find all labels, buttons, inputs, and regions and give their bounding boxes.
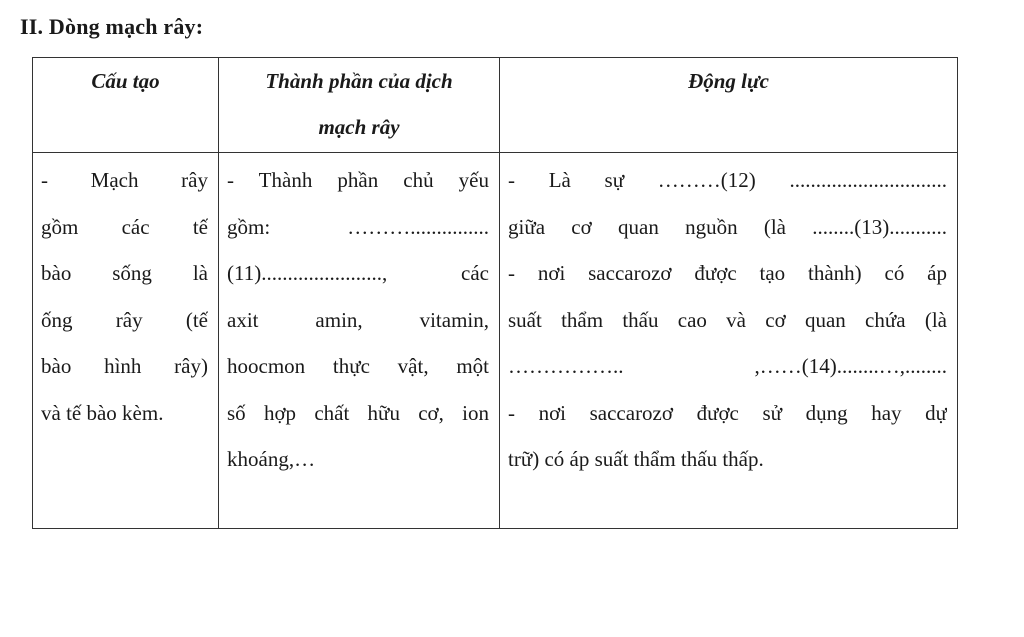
header-structure <box>33 58 219 153</box>
header-composition-line-2: mạch rây <box>318 115 400 139</box>
text-line: - nơi saccarozơ được tạo thành) có áp <box>508 261 947 285</box>
text-line: gồm các tế <box>41 214 208 239</box>
text-line: - Là sự ………(12) .............................. <box>508 168 947 192</box>
table-row <box>33 153 958 529</box>
text-line: - Mạch rây <box>41 168 208 192</box>
text-line: axit amin, vitamin, <box>227 307 489 332</box>
text-line: khoáng,… <box>227 447 316 471</box>
table-header-row <box>33 58 958 153</box>
text-line: trữ) có áp suất thẩm thấu thấp. <box>508 447 764 471</box>
text-line: ống rây (tế <box>41 307 208 332</box>
text-line: …………….. ,……(14)........…,........ <box>508 354 947 378</box>
section-heading: II. Dòng mạch rây: <box>20 14 204 39</box>
text-line: - Thành phần chủ yếu <box>227 168 489 192</box>
header-structure-label: Cấu tạo <box>91 69 160 93</box>
text-line: số hợp chất hữu cơ, ion <box>227 400 489 425</box>
text-line: bào hình rây) <box>41 354 208 378</box>
header-composition-line-1: Thành phần của dịch <box>265 69 453 93</box>
cell-structure <box>33 153 219 529</box>
text-line: - nơi saccarozơ được sử dụng hay dự <box>508 400 947 425</box>
cell-driving-force <box>500 153 958 529</box>
text-line: gồm: ………............... <box>227 214 489 239</box>
header-driving-force-label: Động lực <box>688 69 769 93</box>
phloem-table <box>32 57 958 529</box>
cell-composition <box>219 153 500 529</box>
text-line: bào sống là <box>41 261 208 285</box>
header-composition <box>219 58 500 153</box>
text-line: giữa cơ quan nguồn (là ........(13)........... <box>508 214 947 239</box>
text-line: và tế bào kèm. <box>41 400 164 425</box>
text-line: hoocmon thực vật, một <box>227 354 489 378</box>
header-driving-force <box>500 58 958 153</box>
text-line: suất thẩm thấu cao và cơ quan chứa (là <box>508 307 947 332</box>
text-line: (11)......................., các <box>227 261 489 285</box>
